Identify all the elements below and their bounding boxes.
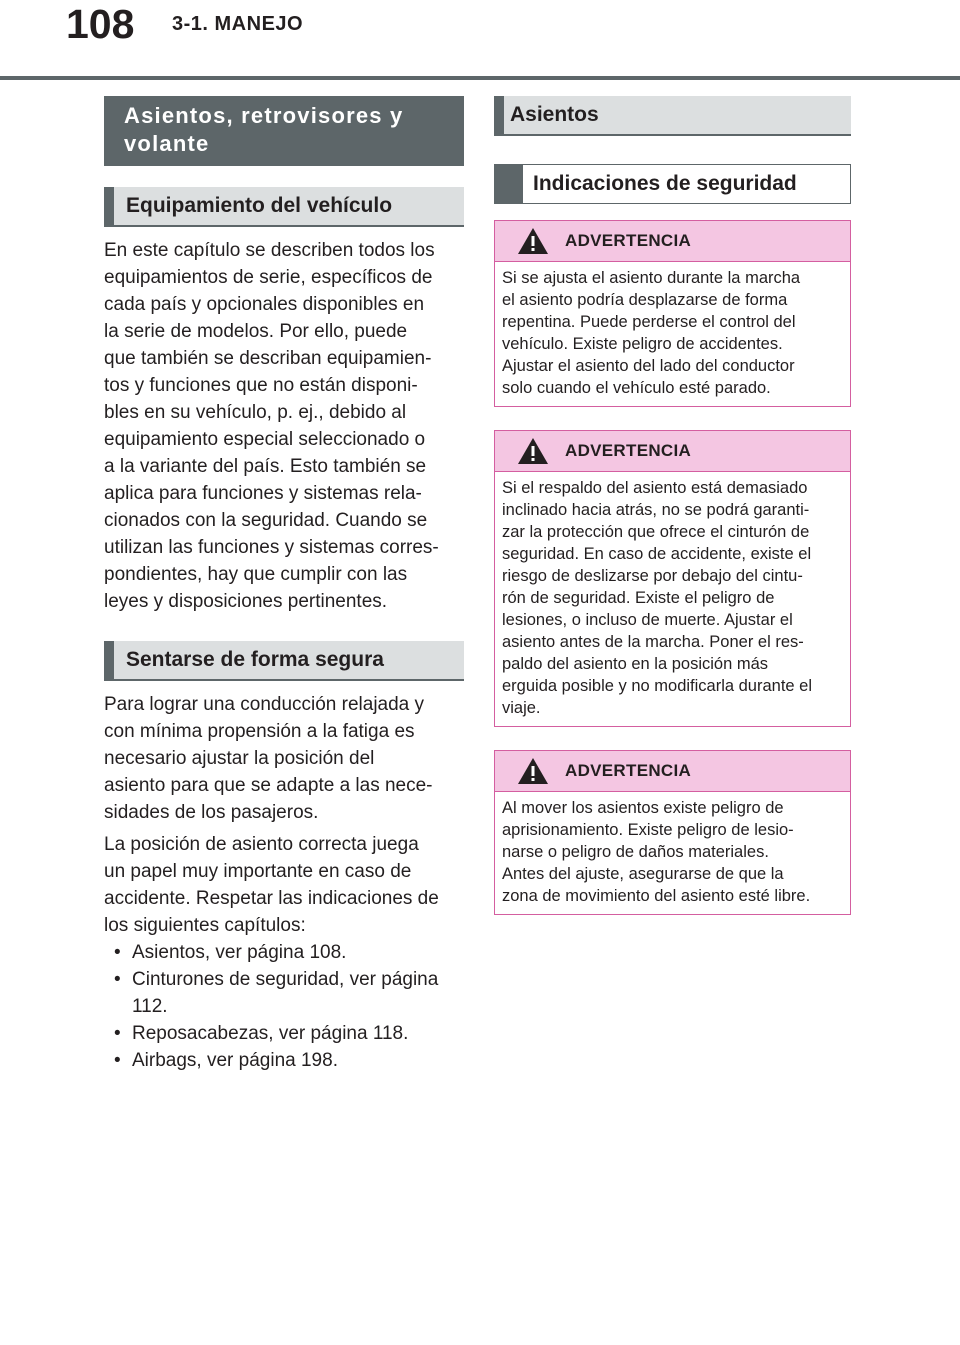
text-line: En este capítulo se describen todos los	[104, 240, 435, 261]
page-header	[0, 0, 960, 80]
paragraph-sentarse-2	[104, 831, 464, 939]
warning-header	[495, 431, 850, 472]
warning-box	[494, 220, 851, 407]
paragraph-sentarse-1	[104, 691, 464, 826]
text-line: narse o peligro de daños materiales.	[502, 843, 769, 861]
warning-text	[495, 262, 850, 406]
text-line: cionados con la seguridad. Cuando se	[104, 510, 428, 531]
section-title: Asientos, retrovisores y volante	[104, 96, 464, 166]
warning-triangle-icon	[517, 437, 549, 465]
text-line: un papel muy importante en caso de	[104, 861, 412, 882]
text-line: necesario ajustar la posición del	[104, 748, 375, 769]
text-line: viaje.	[502, 699, 541, 717]
text-line: la serie de modelos. Por ello, puede	[104, 321, 408, 342]
warning-triangle-icon	[517, 227, 549, 255]
text-line: a la variante del país. Esto también se	[104, 456, 427, 477]
text-line: Si el respaldo del asiento está demasiado	[502, 479, 808, 497]
header-rule	[0, 76, 960, 80]
warning-header	[495, 221, 850, 262]
text-line: lesiones, o incluso de muerte. Ajustar el	[502, 611, 793, 629]
warning-text	[495, 792, 850, 914]
text-line: cada país y opcionales disponibles en	[104, 294, 425, 315]
warning-text	[495, 472, 850, 726]
text-line: leyes y disposiciones pertinentes.	[104, 591, 388, 612]
text-line: aprisionamiento. Existe peligro de lesio-	[502, 821, 794, 839]
safety-instructions-heading: Indicaciones de seguridad	[494, 164, 851, 204]
left-column	[104, 96, 464, 1074]
warning-title: ADVERTENCIA	[565, 761, 692, 780]
text-line: accidente. Respetar las indicaciones de	[104, 888, 439, 909]
list-item: • Asientos, ver página 108.	[104, 939, 464, 966]
text-line: tos y funciones que no están disponi-	[104, 375, 418, 396]
text-line: utilizan las funciones y sistemas corres-	[104, 537, 439, 558]
text-line: sidades de los pasajeros.	[104, 802, 319, 823]
text-line: pondientes, hay que cumplir con las	[104, 564, 408, 585]
list-item: • Cinturones de seguridad, ver página 112.	[104, 966, 464, 1020]
text-line: riesgo de deslizarse por debajo del cintu-	[502, 567, 803, 585]
warning-triangle-icon	[517, 757, 549, 785]
text-line: equipamiento especial seleccionado o	[104, 429, 426, 450]
text-line: asiento antes de la marcha. Poner el res-	[502, 633, 804, 651]
text-line: rón de seguridad. Existe el peligro de	[502, 589, 775, 607]
text-line: bles en su vehículo, p. ej., debido al	[104, 402, 407, 423]
right-column	[494, 96, 851, 915]
subsection-sentarse: Sentarse de forma segura	[104, 641, 464, 681]
text-line: Antes del ajuste, asegurarse de que la	[502, 865, 784, 883]
chapter-title: 3-1. MANEJO	[172, 13, 304, 35]
text-line: equipamientos de serie, específicos de	[104, 267, 433, 288]
subsection-asientos: Asientos	[494, 96, 851, 136]
paragraph-equipamiento	[104, 237, 464, 615]
text-line: erguida posible y no modificarla durante el	[502, 677, 813, 695]
text-line: los siguientes capítulos:	[104, 915, 306, 936]
list-item: • Reposacabezas, ver página 118.	[104, 1020, 464, 1047]
chapter-reference-list	[104, 939, 464, 1074]
text-line: Para lograr una conducción relajada y	[104, 694, 425, 715]
warning-title: ADVERTENCIA	[565, 231, 692, 250]
text-line: repentina. Puede perderse el control del	[502, 313, 796, 331]
page-number: 108	[66, 1, 135, 47]
text-line: inclinado hacia atrás, no se podrá garanti-	[502, 501, 810, 519]
text-line: aplica para funciones y sistemas rela-	[104, 483, 422, 504]
warning-box	[494, 750, 851, 915]
text-line: solo cuando el vehículo esté parado.	[502, 379, 771, 397]
warning-box	[494, 430, 851, 727]
text-line: Al mover los asientos existe peligro de	[502, 799, 784, 817]
text-line: con mínima propensión a la fatiga es	[104, 721, 415, 742]
list-item: • Airbags, ver página 198.	[104, 1047, 464, 1074]
text-line: Ajustar el asiento del lado del conductor	[502, 357, 795, 375]
text-line: zona de movimiento del asiento esté libre.	[502, 887, 811, 905]
warning-header	[495, 751, 850, 792]
subsection-equipamiento: Equipamiento del vehículo	[104, 187, 464, 227]
text-line: seguridad. En caso de accidente, existe el	[502, 545, 812, 563]
text-line: el asiento podría desplazarse de forma	[502, 291, 788, 309]
warning-title: ADVERTENCIA	[565, 441, 692, 460]
text-line: La posición de asiento correcta juega	[104, 834, 419, 855]
text-line: Si se ajusta el asiento durante la marcha	[502, 269, 801, 287]
text-line: asiento para que se adapte a las nece-	[104, 775, 433, 796]
text-line: vehículo. Existe peligro de accidentes.	[502, 335, 783, 353]
text-line: zar la protección que ofrece el cinturón de	[502, 523, 810, 541]
text-line: que también se describan equipamien-	[104, 348, 432, 369]
text-line: paldo del asiento en la posición más	[502, 655, 769, 673]
